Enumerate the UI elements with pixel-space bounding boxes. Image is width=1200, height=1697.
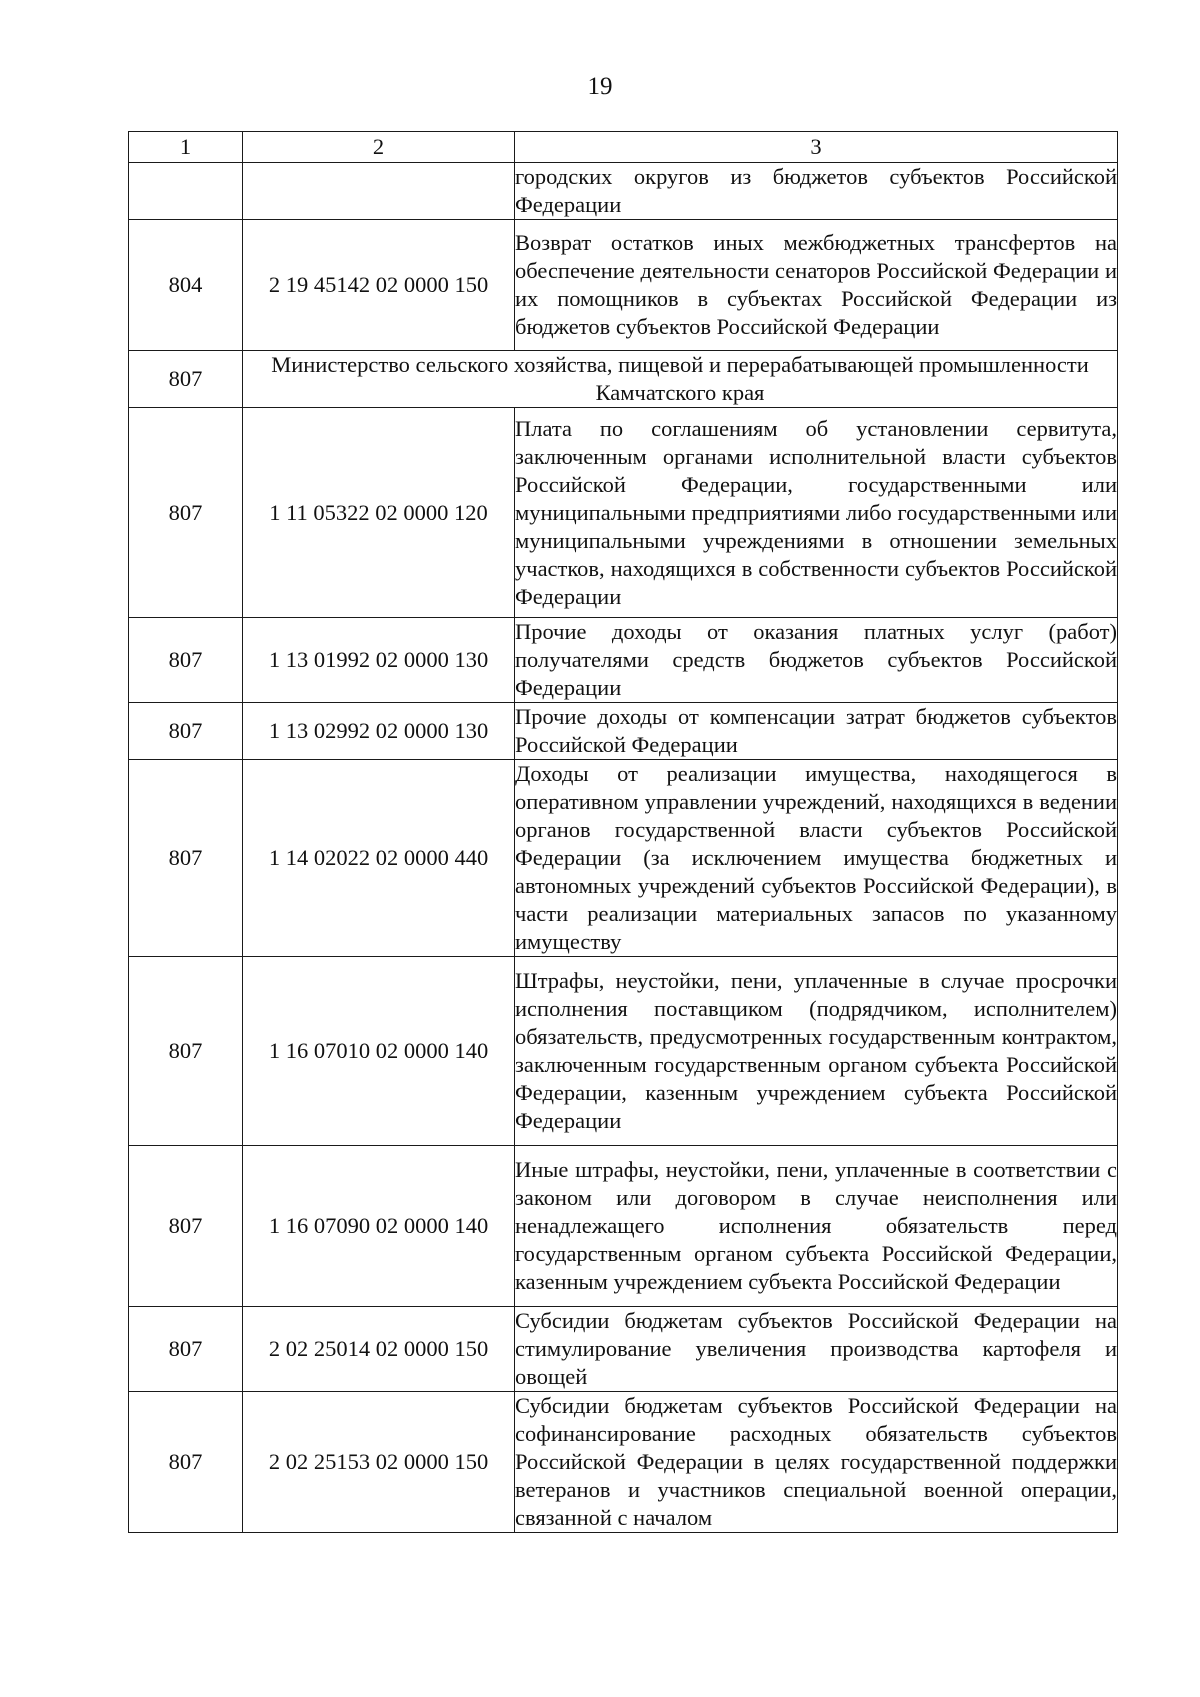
- admin-code: 807: [129, 1392, 243, 1533]
- budget-classification-code: 1 14 02022 02 0000 440: [243, 760, 515, 957]
- table-row: [129, 1307, 1118, 1392]
- budget-classification-code: 2 02 25014 02 0000 150: [243, 1307, 515, 1392]
- admin-code: 804: [129, 220, 243, 351]
- table-row: [129, 703, 1118, 760]
- budget-classification-code: 1 16 07090 02 0000 140: [243, 1146, 515, 1307]
- table-row: [129, 408, 1118, 618]
- income-description: Возврат остатков иных межбюджетных трансфертов на обеспечение деятельности сенаторов Российской Федерации и их помощников в субъектах Российской Федерации из бюджетов субъектов Российской Федерации: [515, 220, 1118, 351]
- budget-classification-code: 1 16 07010 02 0000 140: [243, 957, 515, 1146]
- budget-classification-code: 2 02 25153 02 0000 150: [243, 1392, 515, 1533]
- continuation-description: городских округов из бюджетов субъектов Российской Федерации: [515, 163, 1118, 220]
- income-description: Прочие доходы от оказания платных услуг (работ) получателями средств бюджетов субъектов Российской Федерации: [515, 618, 1118, 703]
- header-col-3: 3: [515, 132, 1118, 163]
- admin-code: 807: [129, 760, 243, 957]
- income-description: Прочие доходы от компенсации затрат бюджетов субъектов Российской Федерации: [515, 703, 1118, 760]
- budget-classification-code: 2 19 45142 02 0000 150: [243, 220, 515, 351]
- header-col-2: 2: [243, 132, 515, 163]
- admin-code: 807: [129, 1307, 243, 1392]
- table-row: [129, 1146, 1118, 1307]
- continuation-admin-cell: [129, 163, 243, 220]
- table-row: [129, 618, 1118, 703]
- table-row: [129, 957, 1118, 1146]
- page-number: 19: [587, 73, 613, 100]
- header-col-1: 1: [129, 132, 243, 163]
- admin-code: 807: [129, 618, 243, 703]
- admin-code: 807: [129, 703, 243, 760]
- admin-code: 807: [129, 1146, 243, 1307]
- continuation-row: [129, 163, 1118, 220]
- table-header-row: [129, 132, 1118, 163]
- income-description: Субсидии бюджетам субъектов Российской Федерации на софинансирование расходных обязательств субъектов Российской Федерации в целях государственной поддержки ветеранов и участников специальной военной операции, связанной с началом: [515, 1392, 1118, 1533]
- admin-code: 807: [129, 957, 243, 1146]
- income-description: Иные штрафы, неустойки, пени, уплаченные в соответствии с законом или договором в случае неисполнения или ненадлежащего исполнения обязательств перед государственным органом субъекта Российской Федерации, казенным учреждением субъекта Российской Федерации: [515, 1146, 1118, 1307]
- table-row: [129, 760, 1118, 957]
- income-description: Плата по соглашениям об установлении сервитута, заключенным органами исполнительной власти субъектов Российской Федерации, государственными или муниципальными предприятиями либо государственными или муниципальными учреждениями в отношении земельных участков, находящихся в собственности субъектов Российской Федерации: [515, 408, 1118, 618]
- budget-classification-code: 1 11 05322 02 0000 120: [243, 408, 515, 618]
- continuation-code-cell: [243, 163, 515, 220]
- budget-classification-code: 1 13 01992 02 0000 130: [243, 618, 515, 703]
- section-admin-code: 807: [129, 351, 243, 408]
- table-row: [129, 1392, 1118, 1533]
- income-description: Доходы от реализации имущества, находящегося в оперативном управлении учреждений, находящихся в ведении органов государственной власти субъектов Российской Федерации (за исключением имущества бюджетных и автономных учреждений субъектов Российской Федерации), в части реализации материальных запасов по указанному имуществу: [515, 760, 1118, 957]
- budget-classification-code: 1 13 02992 02 0000 130: [243, 703, 515, 760]
- income-description: Субсидии бюджетам субъектов Российской Федерации на стимулирование увеличения производства картофеля и овощей: [515, 1307, 1118, 1392]
- income-description: Штрафы, неустойки, пени, уплаченные в случае просрочки исполнения поставщиком (подрядчиком, исполнителем) обязательств, предусмотренных государственным контрактом, заключенным государственным органом субъекта Российской Федерации, казенным учреждением субъекта Российской Федерации: [515, 957, 1118, 1146]
- section-header-row: [129, 351, 1118, 408]
- admin-code: 807: [129, 408, 243, 618]
- revenue-codes-table: [128, 131, 1118, 1533]
- section-ministry-title: Министерство сельского хозяйства, пищевой и перерабатывающей промышленности Камчатского края: [243, 351, 1118, 408]
- table-row: [129, 220, 1118, 351]
